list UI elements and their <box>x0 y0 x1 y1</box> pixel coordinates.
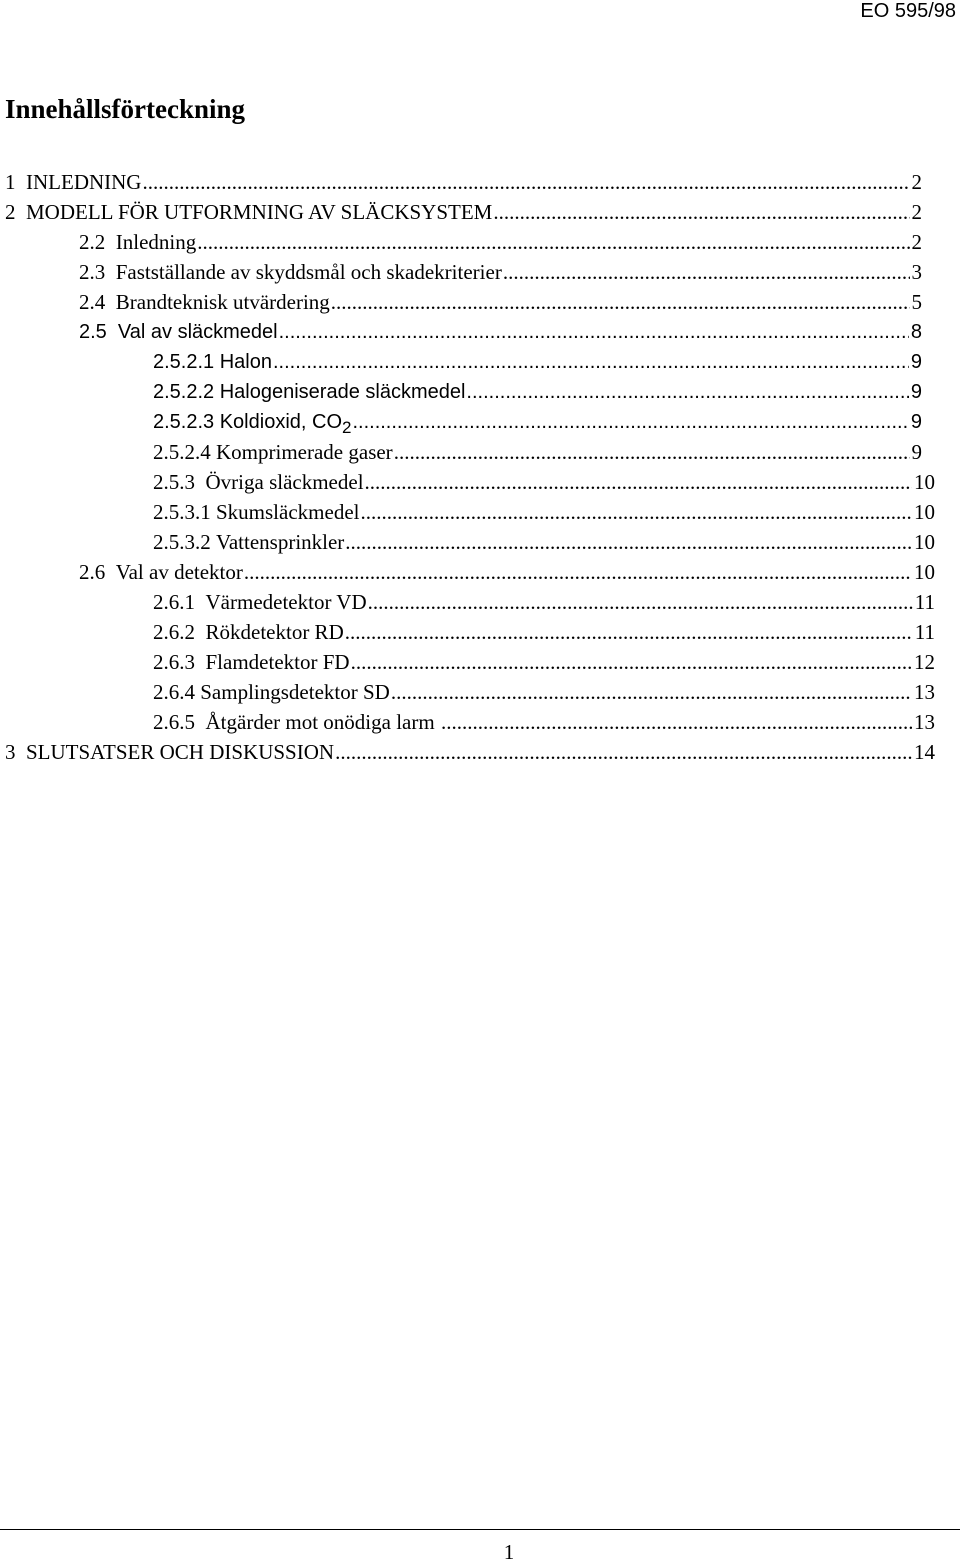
toc-dot-leader <box>493 197 909 227</box>
toc-entry-number: 2.6.3 <box>153 650 206 674</box>
toc-dot-leader <box>345 527 912 557</box>
toc-entry[interactable] <box>153 437 922 467</box>
toc-entry[interactable] <box>153 527 935 557</box>
toc-entry-number: 2.6.5 <box>153 710 206 734</box>
toc-entry-label: Halogeniserade släckmedel <box>219 381 466 403</box>
toc-entry-number: 2.6.4 <box>153 680 201 704</box>
toc-entry-number: 2.2 <box>79 230 116 254</box>
toc-entry-label: Övriga släckmedel <box>205 470 364 494</box>
subscript-two: 2 <box>342 417 352 437</box>
toc-entry-page: 5 <box>911 290 922 314</box>
toc-entry-page: 3 <box>911 260 922 284</box>
toc-entry[interactable] <box>5 167 922 197</box>
toc-entry-label: MODELL FÖR UTFORMNING AV SLÄCKSYSTEM <box>26 200 493 224</box>
toc-entry[interactable] <box>153 707 935 737</box>
toc-entry-label: Inledning <box>115 230 197 254</box>
toc-entry[interactable] <box>79 557 935 587</box>
toc-entry-label: Flamdetektor FD <box>205 650 350 674</box>
toc-entry-label: SLUTSATSER OCH DISKUSSION <box>26 740 335 764</box>
toc-entry[interactable] <box>153 407 922 437</box>
toc-entry[interactable] <box>79 287 922 317</box>
toc-entry-number: 2.5.2.1 <box>153 351 220 373</box>
toc-entry[interactable] <box>153 587 935 617</box>
toc-entry-label: Samplingsdetektor SD <box>200 680 390 704</box>
toc-entry-label: Brandteknisk utvärdering <box>115 290 330 314</box>
toc-entry-number: 2.5.3 <box>153 470 206 494</box>
toc-entry-number: 1 <box>5 170 26 194</box>
toc-entry-page: 9 <box>911 440 922 464</box>
toc-entry-number: 2.5 <box>79 321 118 343</box>
toc-entry[interactable] <box>153 497 935 527</box>
toc-entry-page: 2 <box>911 200 922 224</box>
toc-entry[interactable] <box>153 677 935 707</box>
toc-entry-page: 10 <box>914 560 935 584</box>
toc-dot-leader <box>391 677 912 707</box>
toc-entry-page: 13 <box>914 710 935 734</box>
toc-entry-number: 2.4 <box>79 290 116 314</box>
toc-dot-leader <box>352 407 908 437</box>
toc-entry-page: 2 <box>911 170 922 194</box>
toc-entry-number: 2.5.2.3 <box>153 411 220 433</box>
toc-entry-page: 9 <box>910 381 922 403</box>
toc-entry[interactable] <box>79 317 922 347</box>
document-reference: EO 595/98 <box>860 0 956 22</box>
toc-entry-label: Val av detektor <box>115 560 243 584</box>
toc-dot-leader <box>365 467 912 497</box>
toc-title: Innehållsförteckning <box>5 94 246 124</box>
toc-entry-number: 2.6.1 <box>153 590 206 614</box>
toc-dot-leader <box>197 227 909 257</box>
toc-entry[interactable] <box>153 617 935 647</box>
toc-entry-page: 11 <box>914 620 935 644</box>
toc-entry[interactable] <box>153 377 922 407</box>
footer-divider <box>0 1529 960 1530</box>
toc-dot-leader <box>368 587 913 617</box>
toc-entry-label: Rökdetektor RD <box>205 620 344 644</box>
toc-entry-page: 9 <box>910 351 922 373</box>
toc-entry-number: 2.5.2.2 <box>153 381 220 403</box>
toc-dot-leader <box>142 167 909 197</box>
toc-entry[interactable] <box>153 467 935 497</box>
toc-entry-page: 14 <box>914 740 935 764</box>
toc-dot-leader <box>244 557 912 587</box>
toc-dot-leader <box>394 437 910 467</box>
toc-dot-leader <box>441 707 912 737</box>
toc-entry-label-text: Koldioxid, CO <box>219 411 342 433</box>
toc-entry-number: 2.6 <box>79 560 116 584</box>
toc-dot-leader <box>273 347 909 377</box>
toc-entry-label: Vattensprinkler <box>216 530 345 554</box>
toc-dot-leader <box>279 317 909 347</box>
toc-entry[interactable] <box>5 737 935 767</box>
toc-entry[interactable] <box>153 647 935 677</box>
page-number: 1 <box>503 1540 515 1564</box>
toc-entry-page: 9 <box>910 411 922 433</box>
toc-entry-page: 11 <box>914 590 935 614</box>
toc-entry-page: 13 <box>914 680 935 704</box>
toc-dot-leader <box>503 257 910 287</box>
toc-entry-number: 2.5.2.4 <box>153 440 216 464</box>
toc-entry-number: 3 <box>5 740 26 764</box>
toc-dot-leader <box>331 287 910 317</box>
toc-dot-leader <box>360 497 912 527</box>
toc-entry[interactable] <box>79 257 922 287</box>
toc-entry-number: 2.5.3.2 <box>153 530 216 554</box>
toc-entry-page: 12 <box>914 650 935 674</box>
toc-entry-label: Val av släckmedel <box>117 321 278 343</box>
toc-entry-label: Skumsläckmedel <box>216 500 360 524</box>
toc-dot-leader <box>466 377 908 407</box>
toc-entry-label: Fastställande av skyddsmål och skadekriterier <box>115 260 502 284</box>
toc-entry-page: 2 <box>911 230 922 254</box>
toc-entry-label <box>220 407 352 437</box>
toc-dot-leader <box>335 737 912 767</box>
toc-entry-number: 2.5.3.1 <box>153 500 216 524</box>
toc-dot-leader <box>345 617 913 647</box>
toc-entry[interactable] <box>153 347 922 377</box>
toc-entry-page: 10 <box>914 530 935 554</box>
toc-entry-number: 2.6.2 <box>153 620 206 644</box>
toc-entry-label: Åtgärder mot onödiga larm <box>205 710 440 734</box>
toc-entry-page: 10 <box>914 470 935 494</box>
toc-entry-label: Värmedetektor VD <box>205 590 367 614</box>
toc-entry-number: 2 <box>5 200 26 224</box>
toc-entry-label: INLEDNING <box>26 170 142 194</box>
toc-entry-page: 8 <box>910 321 922 343</box>
toc-entry-page: 10 <box>914 500 935 524</box>
toc-entry[interactable] <box>5 197 922 227</box>
toc-entry-number: 2.3 <box>79 260 116 284</box>
toc-entry-label: Komprimerade gaser <box>216 440 393 464</box>
toc-dot-leader <box>351 647 912 677</box>
toc-entry-label: Halon <box>219 351 272 373</box>
toc-entry[interactable] <box>79 227 922 257</box>
